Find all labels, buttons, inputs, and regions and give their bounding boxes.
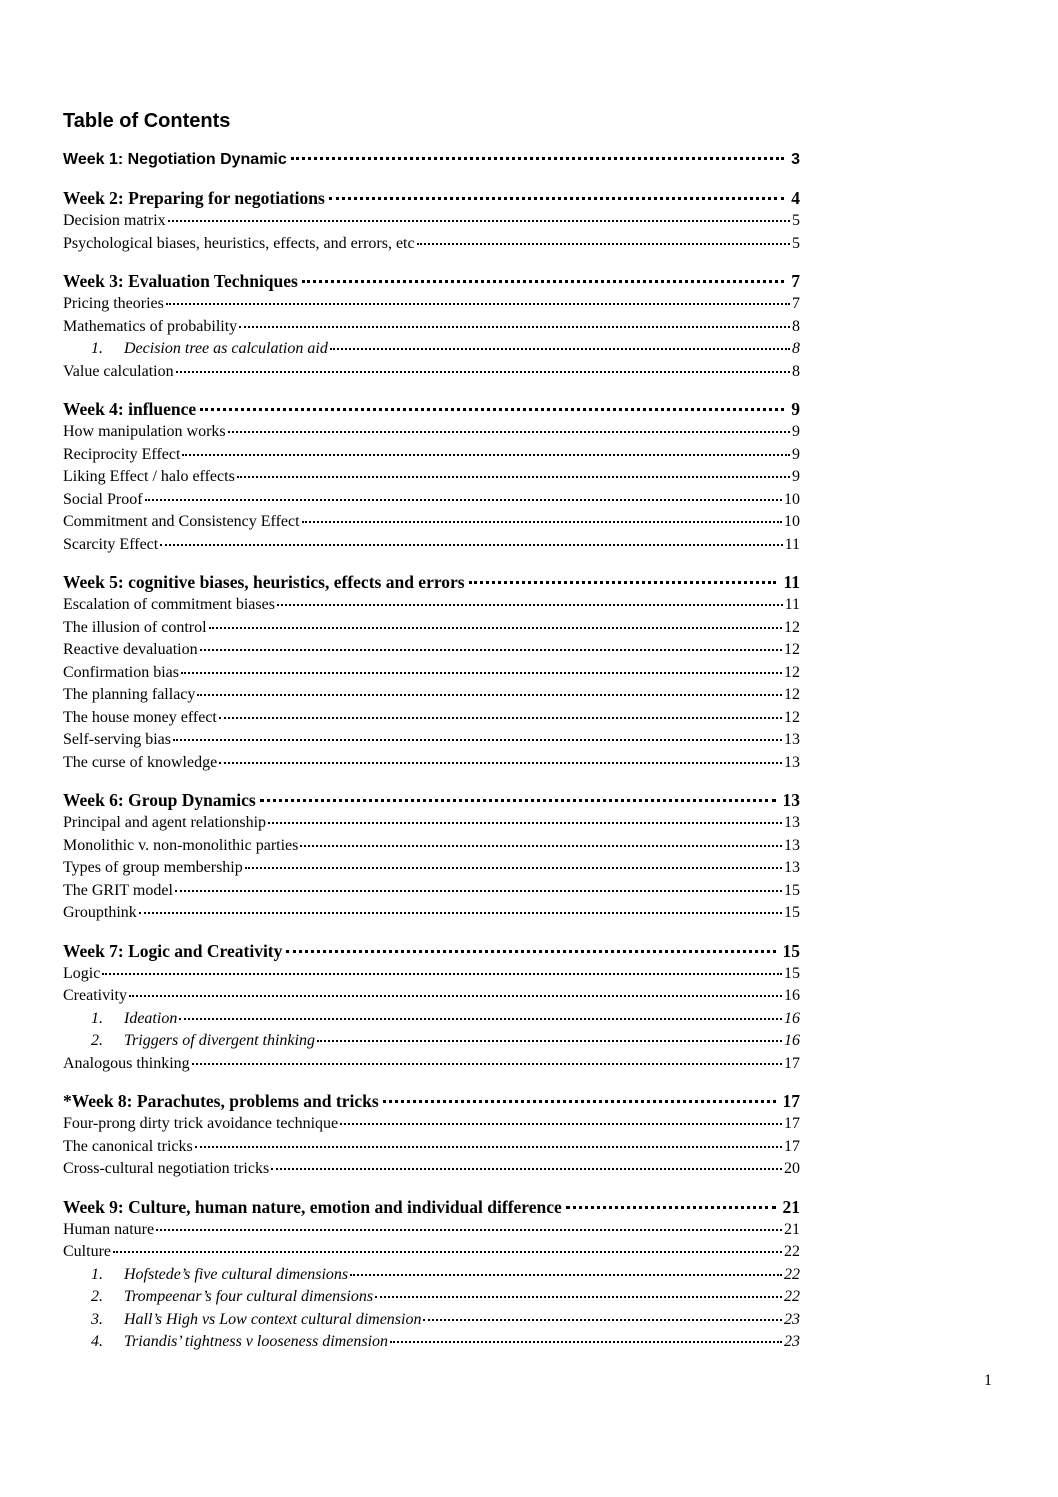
dot-leader: [300, 845, 782, 847]
toc-heading-label: Week 9: Culture, human nature, emotion and individual difference: [63, 1196, 562, 1217]
dot-leader: [179, 1018, 782, 1020]
toc-entry-page-number: 8: [792, 317, 800, 335]
toc-heading-week-4[interactable]: [63, 397, 800, 421]
toc-entry-page-number: 17: [784, 1137, 800, 1155]
toc-entry-page-number: 22: [784, 1288, 800, 1305]
dot-leader: [192, 1063, 782, 1065]
toc-entry-page-number: 15: [784, 904, 800, 921]
toc-entry[interactable]: [63, 1113, 800, 1136]
toc-entry[interactable]: [63, 902, 800, 925]
toc-entry-label: Logic: [63, 964, 101, 982]
toc-entry-label: Pricing theories: [63, 295, 164, 312]
toc-entry[interactable]: [63, 1053, 800, 1076]
toc-entry-label: Social Proof: [63, 490, 143, 508]
toc-heading-week-6[interactable]: [63, 788, 800, 812]
toc-entry[interactable]: [63, 639, 800, 662]
dot-leader: [200, 408, 784, 411]
dot-leader: [166, 303, 790, 305]
dot-leader: [102, 973, 782, 975]
toc-heading-week-7[interactable]: [63, 939, 800, 963]
toc-entry-label: Reactive devaluation: [63, 641, 198, 658]
toc-entry-label: Decision matrix: [63, 212, 166, 229]
toc-entry-label: Value calculation: [63, 362, 174, 380]
dot-leader: [268, 822, 782, 824]
page-content: [63, 108, 800, 1354]
toc-entry-page-number: 10: [784, 490, 800, 508]
toc-heading-page-number: 7: [791, 271, 800, 291]
toc-entry-label: The curse of knowledge: [63, 753, 218, 771]
toc-heading-label: Week 6: Group Dynamics: [63, 790, 256, 810]
toc-entry-label: Analogous thinking: [63, 1054, 190, 1072]
table-of-contents: [63, 148, 800, 1354]
toc-entry-number: 2.: [91, 1288, 103, 1305]
toc-entry-label: Trompeenar’s four cultural dimensions: [124, 1288, 374, 1305]
toc-entry-label: Culture: [63, 1243, 111, 1260]
toc-heading-week-9[interactable]: [63, 1195, 800, 1219]
toc-entry-label: Psychological biases, heuristics, effects, and errors, etc: [63, 234, 415, 252]
toc-entry-page-number: 12: [784, 663, 800, 681]
toc-entry-label: Four-prong dirty trick avoidance technique: [63, 1115, 339, 1132]
toc-entry[interactable]: [63, 233, 800, 256]
toc-entry[interactable]: [63, 594, 800, 617]
toc-heading-page-number: 13: [782, 790, 800, 810]
toc-heading-label: *Week 8: Parachutes, problems and tricks: [63, 1091, 379, 1111]
toc-entry-page-number: 12: [784, 618, 800, 636]
toc-entry-number: 4.: [91, 1333, 103, 1350]
toc-entry-label: Liking Effect / halo effects: [63, 468, 235, 485]
toc-entry[interactable]: [63, 1241, 800, 1264]
toc-entry-label: How manipulation works: [63, 423, 226, 440]
toc-entry[interactable]: [63, 210, 800, 233]
toc-entry-page-number: 13: [784, 753, 800, 771]
toc-entry-page-number: 17: [784, 1054, 800, 1072]
toc-heading-page-number: 4: [791, 188, 800, 208]
toc-entry-label: Reciprocity Effect: [63, 445, 181, 463]
toc-entry[interactable]: [63, 752, 800, 775]
dot-leader: [330, 348, 790, 350]
toc-entry[interactable]: [63, 1136, 800, 1159]
toc-heading-page-number: 11: [783, 572, 800, 592]
toc-entry-page-number: 12: [784, 686, 800, 703]
toc-entry[interactable]: [63, 316, 800, 339]
toc-entry-label: The canonical tricks: [63, 1137, 193, 1155]
dot-leader: [245, 867, 782, 869]
dot-leader: [423, 1319, 782, 1321]
toc-entry-label: Creativity: [63, 987, 127, 1004]
toc-entry[interactable]: [63, 1331, 800, 1354]
toc-entry-number: 2.: [91, 1032, 103, 1049]
dot-leader: [113, 1251, 782, 1253]
toc-heading-week-8[interactable]: [63, 1089, 800, 1113]
dot-leader: [156, 1229, 782, 1231]
dot-leader: [168, 220, 790, 222]
dot-leader: [291, 157, 784, 160]
toc-entry-page-number: 9: [792, 423, 800, 440]
dot-leader: [182, 454, 790, 456]
toc-entry-page-number: 13: [784, 859, 800, 876]
dot-leader: [375, 1296, 782, 1298]
toc-entry-label: Escalation of commitment biases: [63, 596, 275, 613]
toc-entry[interactable]: [63, 857, 800, 880]
toc-entry[interactable]: [63, 421, 800, 444]
dot-leader: [260, 799, 776, 802]
dot-leader: [195, 1146, 782, 1148]
page-title: Table of Contents: [63, 110, 231, 132]
toc-heading-label: Week 3: Evaluation Techniques: [63, 271, 298, 291]
toc-entry-page-number: 8: [792, 340, 800, 357]
toc-entry[interactable]: [63, 361, 800, 384]
toc-heading-week-3[interactable]: [63, 269, 800, 293]
toc-entry-label: Triandis’ tightness v looseness dimension: [124, 1333, 389, 1350]
dot-leader: [129, 995, 782, 997]
toc-entry[interactable]: [63, 812, 800, 835]
dot-leader: [219, 717, 782, 719]
dot-leader: [302, 521, 782, 523]
toc-entry[interactable]: [63, 963, 800, 986]
toc-entry-label: Monolithic v. non-monolithic parties: [63, 836, 299, 854]
toc-entry-page-number: 16: [784, 1009, 800, 1027]
toc-entry[interactable]: [63, 489, 800, 512]
dot-leader: [197, 694, 782, 696]
toc-entry-page-number: 5: [792, 212, 800, 229]
toc-entry-page-number: 16: [784, 987, 800, 1004]
toc-entry-page-number: 13: [784, 731, 800, 748]
toc-entry-page-number: 20: [784, 1160, 800, 1177]
toc-entry-number: 1.: [91, 1009, 103, 1027]
dot-leader: [383, 1100, 776, 1103]
toc-entry-label: Decision tree as calculation aid: [124, 340, 328, 357]
toc-heading-page-number: 3: [791, 151, 800, 168]
dot-leader: [350, 1274, 782, 1276]
toc-entry[interactable]: [63, 1158, 800, 1181]
toc-entry[interactable]: [63, 1309, 800, 1332]
dot-leader: [417, 243, 790, 245]
dot-leader: [329, 197, 784, 200]
toc-entry[interactable]: [63, 729, 800, 752]
toc-entry-label: The illusion of control: [63, 618, 207, 636]
toc-heading-label: Week 1: Negotiation Dynamic: [63, 151, 287, 168]
toc-entry[interactable]: [63, 511, 800, 534]
dot-leader: [228, 431, 790, 433]
toc-entry-page-number: 15: [784, 964, 800, 982]
dot-leader: [176, 371, 790, 373]
toc-entry-page-number: 16: [784, 1032, 800, 1049]
toc-entry-label: Groupthink: [63, 904, 137, 921]
dot-leader: [219, 762, 782, 764]
toc-heading-label: Week 5: cognitive biases, heuristics, effects and errors: [63, 572, 465, 592]
dot-leader: [145, 499, 782, 501]
dot-leader: [390, 1341, 782, 1343]
dot-leader: [209, 627, 782, 629]
toc-entry-page-number: 23: [784, 1333, 800, 1350]
toc-entry[interactable]: [63, 444, 800, 467]
toc-entry-page-number: 13: [784, 814, 800, 831]
dot-leader: [160, 544, 782, 546]
toc-heading-label: Week 4: influence: [63, 399, 197, 419]
toc-entry-label: Confirmation bias: [63, 663, 179, 681]
toc-entry-page-number: 22: [784, 1243, 800, 1260]
dot-leader: [239, 326, 790, 328]
toc-entry-page-number: 5: [792, 234, 800, 252]
toc-entry[interactable]: [63, 617, 800, 640]
dot-leader: [469, 581, 777, 584]
toc-entry-label: Mathematics of probability: [63, 317, 238, 335]
toc-entry[interactable]: [63, 1264, 800, 1287]
toc-entry-label: Triggers of divergent thinking: [124, 1032, 315, 1049]
dot-leader: [175, 890, 782, 892]
toc-entry[interactable]: [63, 293, 800, 316]
toc-entry-page-number: 10: [784, 513, 800, 530]
toc-heading-page-number: 21: [782, 1196, 800, 1217]
toc-entry-label: Hall’s High vs Low context cultural dimension: [124, 1310, 422, 1328]
dot-leader: [271, 1168, 782, 1170]
toc-entry[interactable]: [63, 1008, 800, 1031]
toc-heading-week-2[interactable]: [63, 186, 800, 210]
toc-entry-label: Scarcity Effect: [63, 535, 159, 553]
dot-leader: [181, 672, 782, 674]
toc-entry[interactable]: [63, 1030, 800, 1053]
toc-entry-page-number: 13: [784, 836, 800, 854]
toc-entry-label: The GRIT model: [63, 881, 173, 899]
toc-entry-page-number: 23: [784, 1310, 800, 1328]
toc-entry-label: Commitment and Consistency Effect: [63, 513, 300, 530]
toc-entry-page-number: 9: [792, 468, 800, 485]
toc-entry[interactable]: [63, 684, 800, 707]
toc-entry-number: 1.: [91, 1265, 103, 1283]
toc-entry[interactable]: [63, 985, 800, 1008]
toc-heading-page-number: 9: [791, 399, 800, 419]
toc-entry-page-number: 11: [784, 596, 800, 613]
toc-entry[interactable]: [63, 1219, 800, 1242]
toc-entry-label: Principal and agent relationship: [63, 814, 267, 831]
toc-entry[interactable]: [63, 880, 800, 903]
toc-heading-page-number: 17: [782, 1091, 800, 1111]
dot-leader: [302, 280, 784, 283]
dot-leader: [139, 912, 782, 914]
toc-entry-page-number: 11: [784, 535, 800, 553]
toc-entry-label: Types of group membership: [63, 859, 243, 876]
toc-entry[interactable]: [63, 707, 800, 730]
toc-entry-label: The house money effect: [63, 708, 217, 726]
toc-entry[interactable]: [63, 835, 800, 858]
toc-entry[interactable]: [63, 338, 800, 361]
toc-entry-label: Ideation: [124, 1009, 178, 1027]
dot-leader: [317, 1040, 782, 1042]
dot-leader: [566, 1206, 776, 1209]
dot-leader: [340, 1123, 782, 1125]
toc-entry[interactable]: [63, 534, 800, 557]
toc-heading-week-1[interactable]: [63, 148, 800, 172]
dot-leader: [200, 649, 782, 651]
toc-entry-page-number: 12: [784, 708, 800, 726]
toc-entry[interactable]: [63, 662, 800, 685]
dot-leader: [237, 476, 790, 478]
toc-entry[interactable]: [63, 466, 800, 489]
dot-leader: [286, 950, 775, 953]
toc-entry-number: 1.: [91, 340, 103, 357]
dot-leader: [277, 604, 783, 606]
dot-leader: [173, 739, 782, 741]
toc-entry-page-number: 15: [784, 881, 800, 899]
footer-page-number: 1: [984, 1372, 992, 1389]
toc-entry-label: Cross-cultural negotiation tricks: [63, 1160, 270, 1177]
toc-entry[interactable]: [63, 1286, 800, 1309]
toc-entry-page-number: 9: [792, 445, 800, 463]
toc-entry-page-number: 12: [784, 641, 800, 658]
toc-entry-label: Human nature: [63, 1220, 155, 1238]
toc-heading-week-5[interactable]: [63, 570, 800, 594]
toc-entry-page-number: 8: [792, 362, 800, 380]
toc-heading-page-number: 15: [782, 940, 800, 961]
toc-entry-page-number: 7: [792, 295, 800, 312]
toc-entry-label: The planning fallacy: [63, 686, 196, 703]
toc-entry-page-number: 17: [784, 1115, 800, 1132]
toc-entry-number: 3.: [91, 1310, 103, 1328]
toc-entry-label: Self-serving bias: [63, 731, 171, 748]
toc-entry-page-number: 22: [784, 1265, 800, 1283]
toc-entry-page-number: 21: [784, 1220, 800, 1238]
toc-heading-label: Week 7: Logic and Creativity: [63, 940, 283, 961]
toc-entry-label: Hofstede’s five cultural dimensions: [124, 1265, 349, 1283]
toc-heading-label: Week 2: Preparing for negotiations: [63, 188, 325, 208]
